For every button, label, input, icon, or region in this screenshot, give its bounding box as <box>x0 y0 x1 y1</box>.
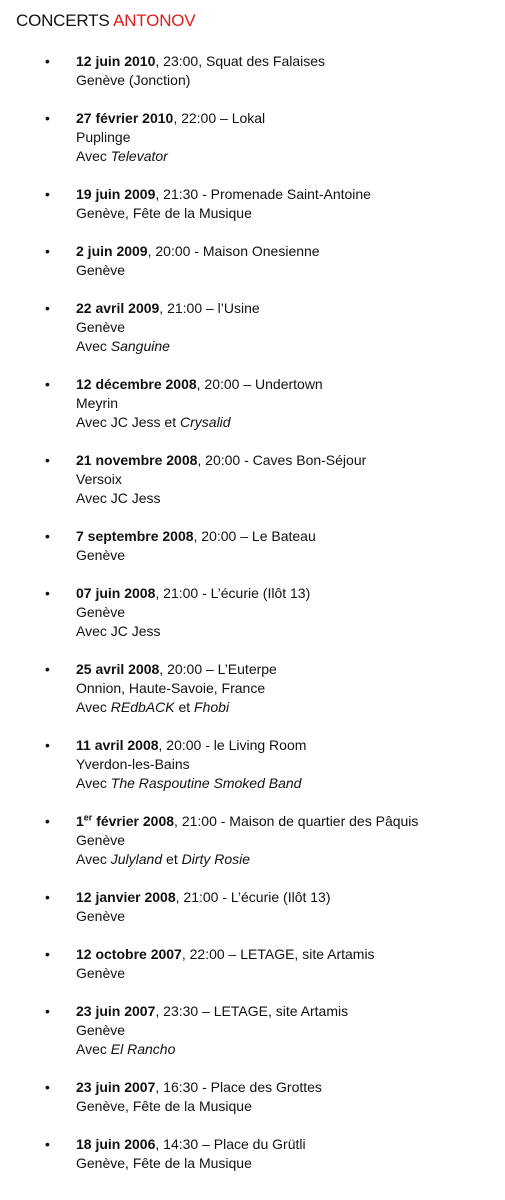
date-text: 12 décembre 2008 <box>76 376 197 392</box>
date-text: 19 juin 2009 <box>76 186 156 202</box>
bullet-icon: • <box>45 946 50 962</box>
bullet-icon: • <box>45 813 50 829</box>
concert-date-venue <box>76 242 505 261</box>
concert-date-venue <box>76 888 505 907</box>
date-ordinal: er <box>83 812 93 823</box>
concert-location: Yverdon-les-Bains <box>76 756 190 772</box>
concert-date-venue <box>76 584 505 603</box>
bullet-icon: • <box>45 1003 50 1019</box>
bullet-icon: • <box>45 661 50 677</box>
support-prefix: Avec <box>76 148 111 164</box>
concert-time-venue: , 21:00 - Maison de quartier des Pâquis <box>174 813 419 829</box>
title-band-name: ANTONOV <box>113 11 196 30</box>
date-text: 11 avril 2008 <box>76 737 159 753</box>
concert-location: Meyrin <box>76 395 119 411</box>
bullet-icon: • <box>45 186 50 202</box>
concert-item <box>0 185 505 223</box>
concert-item <box>0 888 505 926</box>
concert-time-venue: , 21:30 - Promenade Saint-Antoine <box>155 186 371 202</box>
support-prefix: Avec <box>76 699 111 715</box>
date-day: 1 <box>76 813 84 829</box>
support-prefix: Avec <box>76 775 111 791</box>
date-text: 12 octobre 2007 <box>76 946 182 962</box>
concert-date <box>76 813 174 829</box>
concert-location: Puplinge <box>76 129 131 145</box>
bullet-icon: • <box>45 300 50 316</box>
concert-time-venue: , 20:00 – Undertown <box>196 376 323 392</box>
concert-date <box>76 889 176 905</box>
concert-date <box>76 1003 155 1019</box>
support-act: El Rancho <box>110 1041 176 1057</box>
bullet-icon: • <box>45 1079 50 1095</box>
concert-date <box>76 110 173 126</box>
concert-location: Genève <box>76 965 126 981</box>
concert-location: Genève <box>76 604 126 620</box>
bullet-icon: • <box>45 243 50 259</box>
concert-time-venue: , 21:00 – l’Usine <box>159 300 260 316</box>
page-title <box>16 10 195 32</box>
date-text: 22 avril 2009 <box>76 300 160 316</box>
concert-time-venue: , 21:00 - L’écurie (Ilôt 13) <box>155 585 311 601</box>
support-act: Crysalid <box>180 414 231 430</box>
bullet-icon: • <box>45 1136 50 1152</box>
concert-date <box>76 53 155 69</box>
concert-list <box>0 52 505 1192</box>
concert-support-acts <box>76 1040 505 1059</box>
concert-item <box>0 52 505 90</box>
date-text: 12 janvier 2008 <box>76 889 176 905</box>
concert-location: Genève <box>76 319 126 335</box>
concert-location: Genève, Fête de la Musique <box>76 1155 252 1171</box>
concert-item <box>0 1078 505 1116</box>
support-prefix: Avec JC Jess et <box>76 414 181 430</box>
concert-time-venue: , 20:00 – L’Euterpe <box>159 661 277 677</box>
date-text: 25 avril 2008 <box>76 661 160 677</box>
concert-location: Genève <box>76 832 126 848</box>
concert-date <box>76 661 159 677</box>
concert-support-acts <box>76 698 505 717</box>
support-prefix: Avec JC Jess <box>76 490 161 506</box>
date-text: 27 février 2010 <box>76 110 174 126</box>
concert-date <box>76 528 194 544</box>
concert-item <box>0 299 505 356</box>
concert-date <box>76 243 148 259</box>
concert-item <box>0 242 505 280</box>
concert-date <box>76 376 197 392</box>
concert-date-venue <box>76 109 505 128</box>
concert-item <box>0 945 505 983</box>
support-act: Julyland <box>110 851 163 867</box>
date-text: 23 juin 2007 <box>76 1079 156 1095</box>
concert-support-acts <box>76 413 505 432</box>
date-text: 7 septembre 2008 <box>76 528 194 544</box>
concert-date-venue <box>76 660 505 679</box>
concert-time-venue: , 23:00, Squat des Falaises <box>155 53 326 69</box>
concert-support-acts <box>76 774 505 793</box>
concert-date-venue <box>76 185 505 204</box>
concert-time-venue: , 22:00 – LETAGE, site Artamis <box>181 946 375 962</box>
concert-date <box>76 452 197 468</box>
bullet-icon: • <box>45 528 50 544</box>
concert-date-venue <box>76 375 505 394</box>
concert-date-venue <box>76 1002 505 1021</box>
concert-date-venue <box>76 1135 505 1154</box>
title-concerts: CONCERTS <box>16 11 114 30</box>
concert-location: Genève <box>76 262 126 278</box>
concert-date <box>76 1136 155 1152</box>
concert-time-venue: , 20:00 – Le Bateau <box>193 528 316 544</box>
bullet-icon: • <box>45 889 50 905</box>
concert-location: Genève <box>76 547 126 563</box>
concert-time-venue: , 23:30 – LETAGE, site Artamis <box>155 1003 349 1019</box>
support-prefix: Avec <box>76 1041 111 1057</box>
bullet-icon: • <box>45 452 50 468</box>
concert-support-acts <box>76 850 505 869</box>
support-act: Televator <box>110 148 168 164</box>
concert-support-acts <box>76 337 505 356</box>
concert-support-acts <box>76 489 505 508</box>
bullet-icon: • <box>45 585 50 601</box>
concert-date <box>76 946 182 962</box>
date-text: 12 juin 2010 <box>76 53 156 69</box>
concert-item <box>0 451 505 508</box>
concert-location: Versoix <box>76 471 122 487</box>
concert-date-venue <box>76 52 505 71</box>
concert-support-acts <box>76 622 505 641</box>
concert-date-venue <box>76 736 505 755</box>
concert-item <box>0 584 505 641</box>
bullet-icon: • <box>45 737 50 753</box>
concert-date <box>76 186 155 202</box>
date-text: 18 juin 2006 <box>76 1136 156 1152</box>
support-act: The Raspoutine Smoked Band <box>110 775 302 791</box>
concert-item <box>0 736 505 793</box>
support-join: et <box>174 699 195 715</box>
concert-date-venue <box>76 1078 505 1097</box>
concert-location: Genève <box>76 1022 126 1038</box>
concert-time-venue: , 20:00 - Maison Onesienne <box>147 243 320 259</box>
concert-item <box>0 660 505 717</box>
support-act: Fhobi <box>194 699 230 715</box>
concert-item <box>0 812 505 869</box>
concert-time-venue: , 20:00 - le Living Room <box>158 737 307 753</box>
support-prefix: Avec <box>76 851 111 867</box>
concert-time-venue: , 22:00 – Lokal <box>173 110 266 126</box>
concert-time-venue: , 16:30 - Place des Grottes <box>155 1079 322 1095</box>
concert-date-venue <box>76 299 505 318</box>
support-act: REdbACK <box>110 699 175 715</box>
support-prefix: Avec <box>76 338 111 354</box>
support-act: Dirty Rosie <box>181 851 251 867</box>
concert-date <box>76 300 159 316</box>
date-text: 21 novembre 2008 <box>76 452 198 468</box>
date-text: 2 juin 2009 <box>76 243 148 259</box>
concert-support-acts <box>76 147 505 166</box>
concert-location: Genève, Fête de la Musique <box>76 1098 252 1114</box>
concert-date <box>76 737 159 753</box>
concert-time-venue: , 20:00 - Caves Bon-Séjour <box>197 452 367 468</box>
concert-item <box>0 109 505 166</box>
concert-item <box>0 1002 505 1059</box>
concert-date <box>76 1079 155 1095</box>
concert-item <box>0 375 505 432</box>
concert-location: Onnion, Haute-Savoie, France <box>76 680 266 696</box>
date-text: février 2008 <box>92 813 175 829</box>
bullet-icon: • <box>45 53 50 69</box>
bullet-icon: • <box>45 376 50 392</box>
concert-date-venue <box>76 812 505 831</box>
support-join: et <box>162 851 182 867</box>
date-text: 07 juin 2008 <box>76 585 156 601</box>
support-act: Sanguine <box>110 338 170 354</box>
concert-date-venue <box>76 451 505 470</box>
concert-item <box>0 1135 505 1173</box>
concert-time-venue: , 21:00 - L’écurie (Ilôt 13) <box>175 889 331 905</box>
concert-date-venue <box>76 945 505 964</box>
concert-location: Genève <box>76 908 126 924</box>
concert-item <box>0 527 505 565</box>
concert-location: Genève, Fête de la Musique <box>76 205 252 221</box>
date-text: 23 juin 2007 <box>76 1003 156 1019</box>
concert-time-venue: , 14:30 – Place du Grütli <box>155 1136 306 1152</box>
bullet-icon: • <box>45 110 50 126</box>
concert-date-venue <box>76 527 505 546</box>
support-prefix: Avec JC Jess <box>76 623 161 639</box>
concert-location: Genève (Jonction) <box>76 72 191 88</box>
concert-date <box>76 585 155 601</box>
